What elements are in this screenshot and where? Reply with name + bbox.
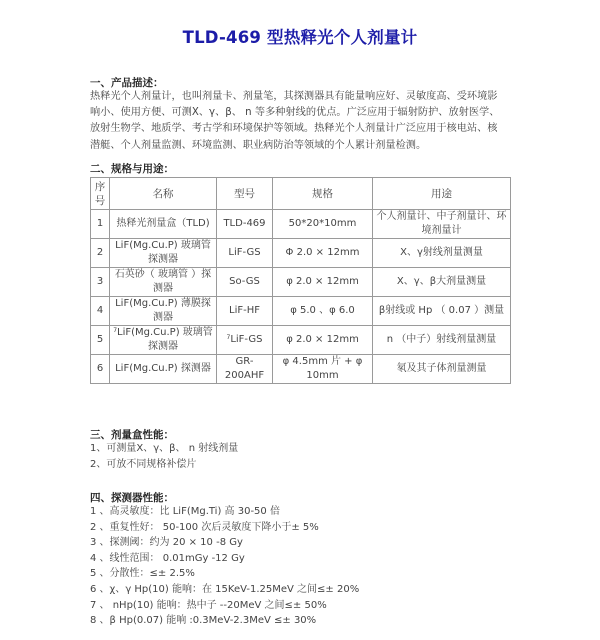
cell-name [110, 326, 217, 355]
list-item: 3 、探测阈：约为 20 × 10 -8 Gy [90, 537, 243, 549]
cell-no: 4 [91, 297, 110, 326]
section-heading-dosimeter-box: 三、剂量盒性能： [90, 429, 174, 441]
section-heading-detector: 四、探测器性能： [90, 492, 174, 504]
cell-model: So-GS [217, 268, 273, 297]
cell-no: 1 [91, 210, 110, 239]
cell-model: LiF-GS [217, 239, 273, 268]
list-item: 4 、线性范围： 0.01mGy -12 Gy [90, 552, 245, 564]
table-row [91, 326, 511, 355]
spec-table [90, 177, 511, 384]
list-item: 2 、重复性好： 50-100 次后灵敏度下降小于± 5% [90, 521, 319, 533]
detector-performance-list [90, 504, 359, 629]
header-cell-spec: 规格 [273, 178, 373, 210]
cell-name-text: LiF(Mg.Cu.P) 玻璃管探测器 [117, 327, 213, 352]
cell-use: X、γ、β大剂量测量 [373, 268, 511, 297]
table-row [91, 297, 511, 326]
cell-no: 6 [91, 355, 110, 384]
list-item: 5 、分散性：≤± 2.5% [90, 568, 195, 580]
isotope-superscript: 7 [226, 334, 231, 341]
dosimeter-box-list [90, 441, 238, 472]
section-heading-description: 一、产品描述： [90, 77, 164, 89]
cell-spec: φ 4.5mm 片 + φ 10mm [273, 355, 373, 384]
cell-name: LiF(Mg.Cu.P) 探测器 [110, 355, 217, 384]
cell-use: 氡及其子体剂量测量 [373, 355, 511, 384]
header-cell-name: 名称 [110, 178, 217, 210]
cell-no: 3 [91, 268, 110, 297]
cell-name: 石英砂（ 玻璃管 ）探测器 [110, 268, 217, 297]
cell-model: LiF-HF [217, 297, 273, 326]
cell-use: β射线或 Hp （ 0.07 ）测量 [373, 297, 511, 326]
table-header-row [91, 178, 511, 210]
cell-no: 5 [91, 326, 110, 355]
cell-spec: φ 2.0 × 12mm [273, 326, 373, 355]
cell-name: 热释光剂量盒（TLD) [110, 210, 217, 239]
description-line: 潜艇、个人剂量监测、环境监测、职业病防治等领域的个人累计剂量检测。 [90, 139, 427, 151]
list-item: 6 、χ、γ Hp(10) 能响：在 15KeV-1.25MeV 之间≤± 20% [90, 583, 360, 595]
cell-no: 2 [91, 239, 110, 268]
cell-model-text: LiF-GS [230, 334, 263, 345]
cell-name: LiF(Mg.Cu.P) 玻璃管探测器 [110, 239, 217, 268]
cell-name: LiF(Mg.Cu.P) 薄膜探测器 [110, 297, 217, 326]
cell-spec: φ 2.0 × 12mm [273, 268, 373, 297]
cell-use: n （中子）射线剂量测量 [373, 326, 511, 355]
list-item: 1 、高灵敏度：比 LiF(Mg.Ti) 高 30-50 倍 [90, 506, 280, 517]
cell-model: TLD-469 [217, 210, 273, 239]
list-item: 1、可测量X、γ、β、 n 射线剂量 [90, 443, 239, 454]
description-paragraph [90, 89, 510, 154]
cell-model: GR-200AHF [217, 355, 273, 384]
isotope-superscript: 7 [113, 327, 118, 334]
list-item: 7 、 nHp(10) 能响：热中子 --20MeV 之间≤± 50% [90, 599, 327, 611]
cell-use: X、γ射线剂量测量 [373, 239, 511, 268]
cell-spec: φ 5.0 、φ 6.0 [273, 297, 373, 326]
table-row [91, 355, 511, 384]
table-row [91, 268, 511, 297]
description-line: 放射生物学、地质学、考古学和环境保护等领域。热释光个人剂量计广泛应用于核电站、核 [90, 123, 498, 135]
cell-spec: 50*20*10mm [273, 210, 373, 239]
header-cell-use: 用途 [373, 178, 511, 210]
page-title: TLD-469 型热释光个人剂量计 [182, 28, 418, 47]
cell-use: 个人剂量计、中子剂量计、环境剂量计 [373, 210, 511, 239]
description-line: 热释光个人剂量计，也叫剂量卡、剂量笔，其探测器具有能量响应好、灵敏度高、受环境影 [90, 91, 498, 102]
cell-model [217, 326, 273, 355]
header-cell-no: 序号 [91, 178, 110, 210]
table-row [91, 210, 511, 239]
header-cell-model: 型号 [217, 178, 273, 210]
table-row [91, 239, 511, 268]
cell-spec: Φ 2.0 × 12mm [273, 239, 373, 268]
section-heading-specs: 二、规格与用途： [90, 163, 174, 175]
list-item: 8 、β Hp(0.07) 能响 :0.3MeV-2.3MeV ≤± 30% [90, 615, 317, 627]
list-item: 2、可放不同规格补偿片 [90, 458, 197, 470]
description-line: 响小、使用方便、可测X、γ、β、 n 等多种射线的优点。广泛应用于辐射防护、放射医学、 [90, 107, 500, 119]
